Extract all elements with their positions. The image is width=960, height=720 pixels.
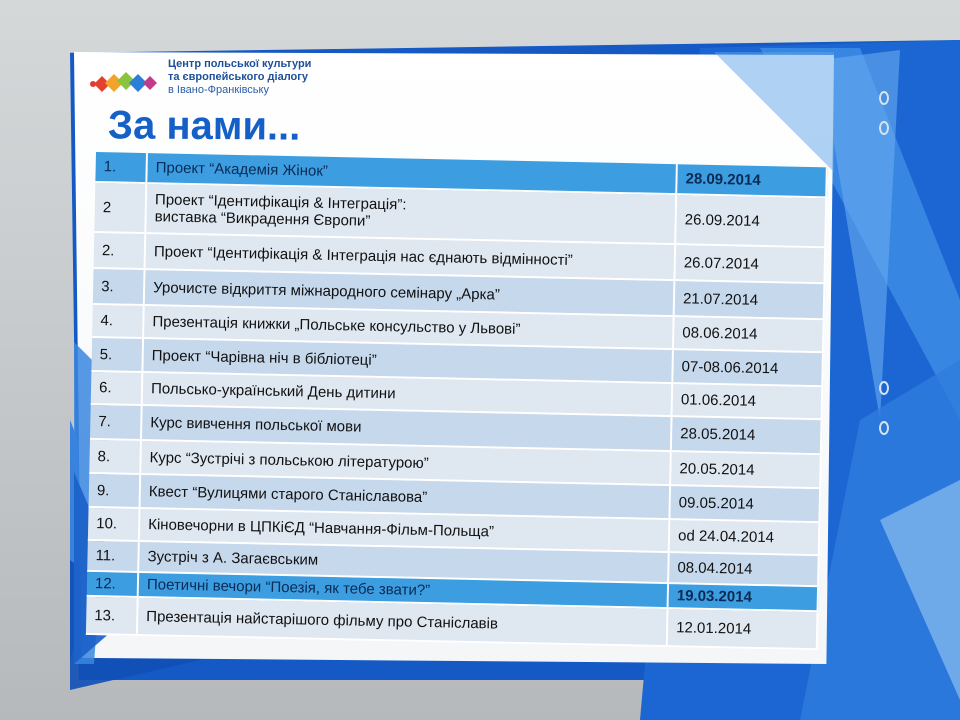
org-line-2: та європейського діалогу (168, 71, 308, 83)
row-title: Квест “Вулицями старого Станіславова” (141, 475, 672, 520)
row-title: Проект “Академія Жінок” (147, 153, 678, 195)
page-title: За нами... (107, 103, 301, 149)
row-date: 07-08.06.2014 (673, 350, 824, 387)
row-title: Зустріч з А. Загаєвським (139, 542, 670, 584)
row-number: 2. (94, 233, 147, 270)
row-date: od 24.04.2014 (670, 520, 821, 556)
row-date: 20.05.2014 (671, 452, 822, 489)
row-date: 01.06.2014 (673, 384, 824, 420)
row-title: Польсько-український День дитини (143, 373, 674, 417)
row-title: Проект “Чарівна ніч в бібліотеці” (143, 339, 674, 384)
row-date: 26.07.2014 (675, 245, 826, 284)
row-number: 7. (90, 405, 143, 441)
row-date: 12.01.2014 (668, 609, 819, 650)
org-line-3: в Івано-Франківську (168, 84, 269, 96)
row-title: Курс “Зустрічі з польською літературою” (141, 441, 672, 486)
row-title: Проект “Ідентифікація & Інтеграція нас єднають відмінності” (146, 234, 677, 281)
org-logo-icon (88, 66, 160, 96)
row-number: 1. (95, 152, 148, 184)
row-number: 9. (89, 474, 142, 509)
row-number: 12. (87, 572, 140, 598)
row-number: 6. (91, 372, 144, 406)
row-title: Презентація найстарішого фільму про Станіславів (138, 598, 669, 647)
row-number: 4. (92, 305, 145, 339)
row-date: 28.05.2014 (672, 417, 823, 455)
row-date: 08.06.2014 (674, 317, 825, 353)
row-title: Курс вивчення польської мови (142, 406, 673, 452)
row-title: Презентація книжки „Польське консульство у Львові” (144, 306, 675, 350)
row-date: 08.04.2014 (669, 553, 820, 587)
row-number: 8. (89, 440, 142, 475)
events-table (86, 152, 828, 650)
row-title: Поетичні вечори “Поезія, як тебе звати?” (139, 573, 669, 609)
row-date: 09.05.2014 (670, 486, 821, 523)
row-title: Проект “Ідентифікація & Інтеграція”: виставка “Викрадення Європи” (146, 184, 677, 245)
org-name (168, 58, 311, 97)
row-number: 11. (87, 541, 140, 573)
row-date: 19.03.2014 (669, 584, 819, 612)
row-date: 28.09.2014 (677, 164, 828, 198)
row-number: 2 (94, 183, 147, 234)
row-title: Урочисте відкриття міжнародного семінару „Арка” (145, 270, 676, 317)
row-number: 3. (93, 269, 146, 306)
row-date: 21.07.2014 (675, 281, 826, 320)
row-number: 13. (86, 597, 139, 636)
binder-rings (876, 88, 896, 448)
row-title: Кіновечорни в ЦПКіЄД “Навчання-Фільм-Польща” (140, 509, 671, 553)
row-number: 5. (91, 338, 144, 373)
row-date: 26.09.2014 (676, 195, 827, 248)
row-number: 10. (88, 508, 141, 542)
org-line-1: Центр польської культури (168, 58, 312, 70)
